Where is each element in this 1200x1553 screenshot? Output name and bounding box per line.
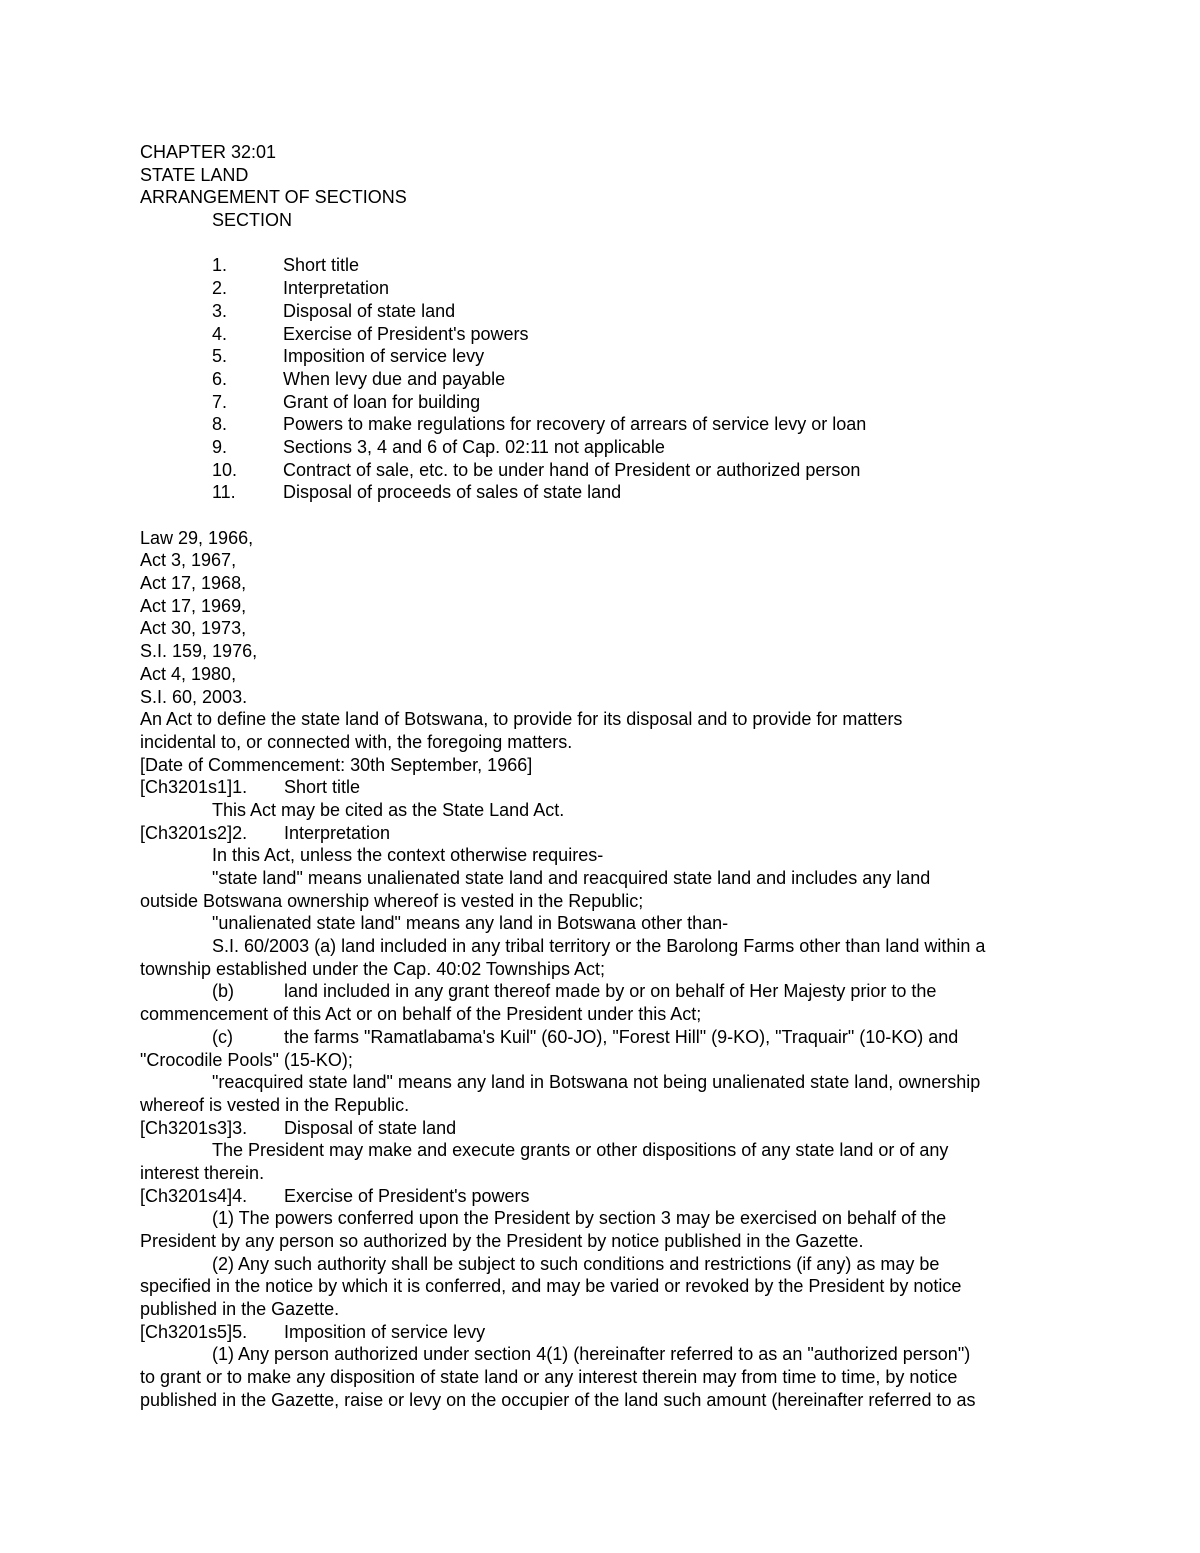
subsection-text: specified in the notice by which it is conferred, and may be varied or revoked by the President by notice xyxy=(140,1276,962,1297)
long-title-line: incidental to, or connected with, the foregoing matters. xyxy=(140,731,573,752)
toc-item xyxy=(140,368,1060,391)
toc-number: 3. xyxy=(212,300,228,321)
paragraph-text: the farms "Ramatlabama's Kuil" (60-JO), "Forest Hill" (9-KO), "Traquair" (10-KO) and xyxy=(284,1026,959,1047)
history-entry: Act 30, 1973, xyxy=(140,618,247,639)
toc-title: Disposal of state land xyxy=(283,300,456,321)
history-entry: S.I. 159, 1976, xyxy=(140,641,258,662)
definition-text: "reacquired state land" means any land in Botswana not being unalienated state land, ownership xyxy=(212,1072,981,1093)
toc-title: Contract of sale, etc. to be under hand of President or authorized person xyxy=(283,459,861,480)
section-label: SECTION xyxy=(212,210,293,231)
toc-item xyxy=(140,300,1060,323)
toc-title: Sections 3, 4 and 6 of Cap. 02:11 not applicable xyxy=(283,436,665,457)
history-entry: Law 29, 1966, xyxy=(140,527,254,548)
toc-number: 5. xyxy=(212,346,228,367)
section-heading xyxy=(140,1321,1060,1344)
legislative-history xyxy=(140,527,1060,709)
toc-title: Imposition of service levy xyxy=(283,346,485,367)
toc-item xyxy=(140,413,1060,436)
toc-title: Interpretation xyxy=(283,278,390,299)
section-tag: [Ch3201s5]5. xyxy=(140,1321,248,1342)
toc-number: 9. xyxy=(212,436,228,457)
section-tag: [Ch3201s2]2. xyxy=(140,822,248,843)
document-body xyxy=(140,141,1060,1412)
section-title: Disposal of state land xyxy=(284,1117,457,1138)
section-title: Exercise of President's powers xyxy=(284,1185,530,1206)
arrangement-heading: ARRANGEMENT OF SECTIONS xyxy=(140,187,407,208)
toc-number: 6. xyxy=(212,368,228,389)
section-heading xyxy=(140,822,1060,845)
paragraph-label: (b) xyxy=(212,981,234,1002)
chapter-number: CHAPTER 32:01 xyxy=(140,142,277,162)
toc-title: Powers to make regulations for recovery of arrears of service levy or loan xyxy=(283,414,867,435)
subsection-text: to grant or to make any disposition of state land or any interest therein may from time to time, by notice xyxy=(140,1367,958,1388)
section-title: Short title xyxy=(284,777,361,798)
toc-item xyxy=(140,436,1060,459)
section-title: Imposition of service levy xyxy=(284,1321,486,1342)
toc-number: 4. xyxy=(212,323,228,344)
toc-title: Grant of loan for building xyxy=(283,391,481,412)
paragraph-text: township established under the Cap. 40:02 Townships Act; xyxy=(140,958,605,979)
section-title: Interpretation xyxy=(284,822,391,843)
commencement-date: [Date of Commencement: 30th September, 1966] xyxy=(140,754,533,775)
subsection-text: (2) Any such authority shall be subject to such conditions and restrictions (if any) as may be xyxy=(212,1253,940,1274)
toc-item xyxy=(140,481,1060,504)
toc-title: Exercise of President's powers xyxy=(283,323,529,344)
toc-item xyxy=(140,277,1060,300)
paragraph-text: commencement of this Act or on behalf of the President under this Act; xyxy=(140,1004,702,1025)
definition-text: "state land" means unalienated state land and reacquired state land and includes any land xyxy=(212,868,931,888)
paragraph-text: "Crocodile Pools" (15-KO); xyxy=(140,1049,353,1070)
toc-title: Disposal of proceeds of sales of state land xyxy=(283,482,622,503)
history-entry: Act 4, 1980, xyxy=(140,663,237,684)
definition-text: "unalienated state land" means any land in Botswana other than- xyxy=(212,913,729,934)
section-text: This Act may be cited as the State Land Act. xyxy=(212,799,565,820)
toc-item xyxy=(140,254,1060,277)
section-tag: [Ch3201s1]1. xyxy=(140,777,248,798)
toc-item xyxy=(140,345,1060,368)
paragraph-text: S.I. 60/2003 (a) land included in any tribal territory or the Barolong Farms other than land within a xyxy=(212,936,986,957)
toc-number: 7. xyxy=(212,391,228,412)
paragraph-row xyxy=(140,1026,1060,1049)
table-of-contents xyxy=(140,254,1060,504)
history-entry: S.I. 60, 2003. xyxy=(140,686,248,707)
blank-line xyxy=(140,504,1060,527)
toc-number: 11. xyxy=(212,482,236,503)
subsection-text: (1) The powers conferred upon the President by section 3 may be exercised on behalf of the xyxy=(212,1208,947,1229)
section-text: interest therein. xyxy=(140,1162,265,1183)
paragraph-text: land included in any grant thereof made by or on behalf of Her Majesty prior to the xyxy=(284,981,937,1002)
section-heading xyxy=(140,1117,1060,1140)
blank-line xyxy=(140,232,1060,255)
paragraph-row xyxy=(140,980,1060,1003)
definition-text: whereof is vested in the Republic. xyxy=(140,1094,410,1115)
long-title-line: An Act to define the state land of Botswana, to provide for its disposal and to provide for matters xyxy=(140,709,903,730)
definition-text: outside Botswana ownership whereof is vested in the Republic; xyxy=(140,890,644,911)
toc-number: 8. xyxy=(212,414,228,435)
toc-number: 10. xyxy=(212,459,238,480)
history-entry: Act 3, 1967, xyxy=(140,550,237,571)
section-heading xyxy=(140,1185,1060,1208)
subsection-text: President by any person so authorized by the President by notice published in the Gazette. xyxy=(140,1231,864,1251)
section-text: In this Act, unless the context otherwise requires- xyxy=(212,845,604,866)
history-entry: Act 17, 1968, xyxy=(140,573,247,594)
subsection-text: (1) Any person authorized under section 4(1) (hereinafter referred to as an "authorized person") xyxy=(212,1344,971,1365)
toc-item xyxy=(140,391,1060,414)
chapter-title: STATE LAND xyxy=(140,164,249,185)
section-text: The President may make and execute grants or other dispositions of any state land or of any xyxy=(212,1140,949,1161)
subsection-text: published in the Gazette, raise or levy on the occupier of the land such amount (hereinafter referred to as xyxy=(140,1389,976,1410)
toc-number: 1. xyxy=(212,255,228,276)
toc-item xyxy=(140,459,1060,482)
history-entry: Act 17, 1969, xyxy=(140,595,247,616)
paragraph-label: (c) xyxy=(212,1026,233,1047)
toc-number: 2. xyxy=(212,278,228,299)
section-tag: [Ch3201s3]3. xyxy=(140,1117,248,1138)
toc-item xyxy=(140,323,1060,346)
section-tag: [Ch3201s4]4. xyxy=(140,1185,248,1206)
toc-title: Short title xyxy=(283,255,360,276)
subsection-text: published in the Gazette. xyxy=(140,1299,340,1320)
toc-title: When levy due and payable xyxy=(283,368,506,389)
section-heading xyxy=(140,776,1060,799)
